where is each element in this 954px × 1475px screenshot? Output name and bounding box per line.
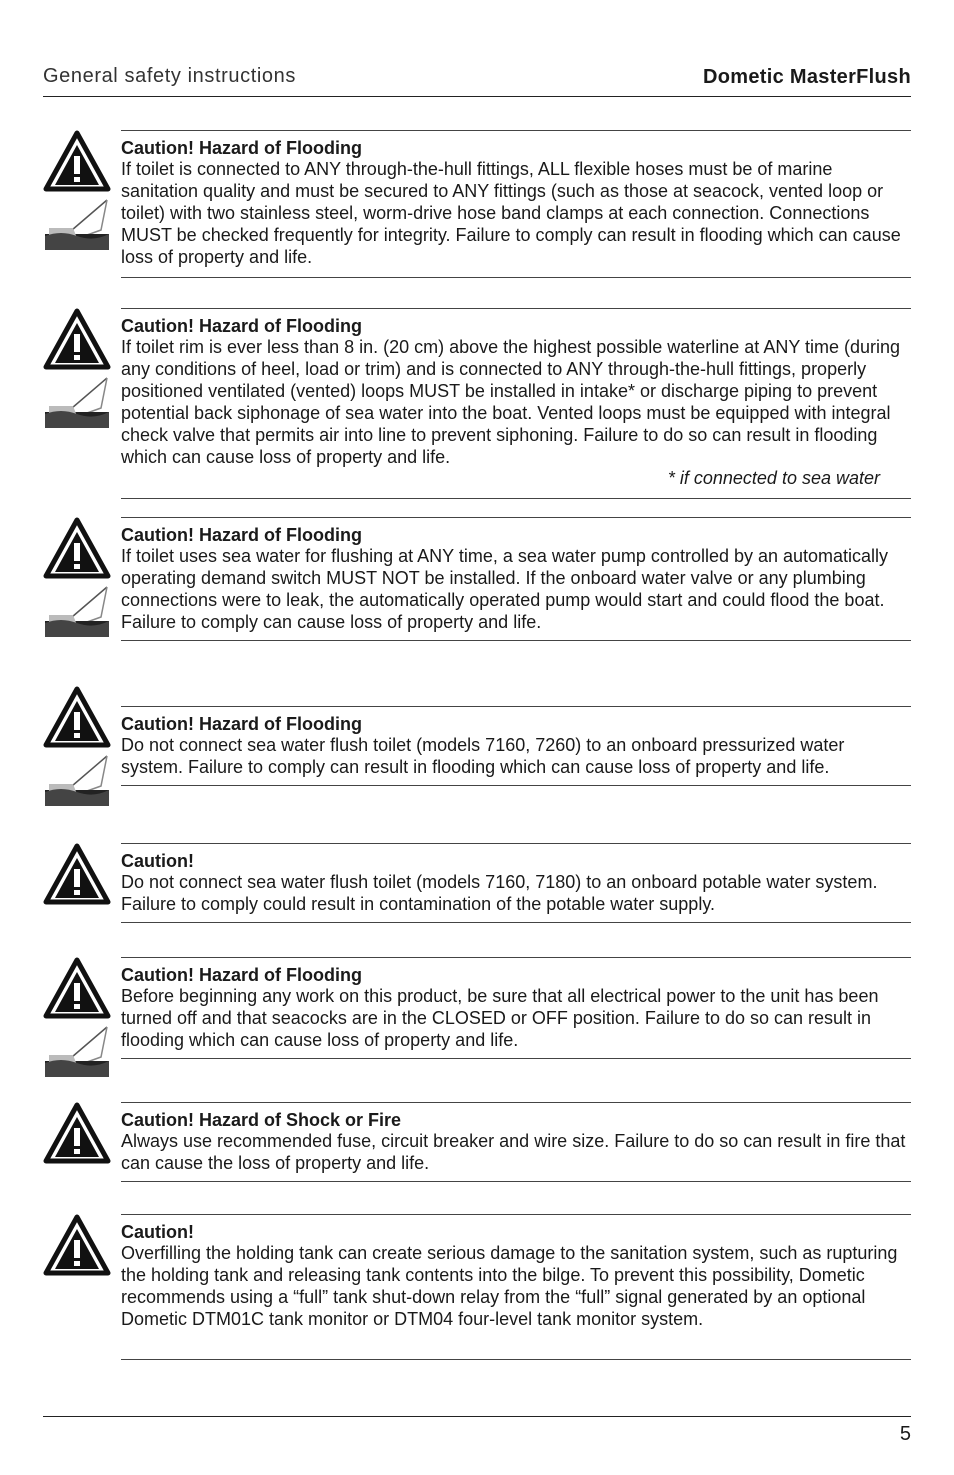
- warning-content: [121, 308, 911, 499]
- warning-content: [121, 130, 911, 278]
- warning-content: [121, 957, 911, 1059]
- warning-body: Do not connect sea water flush toilet (models 7160, 7180) to an onboard potable water system. Failure to comply could result in contamination of the potable water supply.: [121, 872, 878, 914]
- warning-triangle-icon: [43, 686, 111, 748]
- warning-title: Caution! Hazard of Shock or Fire: [121, 1110, 402, 1130]
- warning-body: Do not connect sea water flush toilet (models 7160, 7260) to an onboard pressurized water system. Failure to comply can result in flooding which can cause loss of property and life.: [121, 735, 845, 777]
- warning-title: Caution! Hazard of Flooding: [121, 138, 362, 158]
- flooding-icon: [43, 376, 111, 430]
- warning-body: Before beginning any work on this product, be sure that all electrical power to the unit has been turned off and that seacocks are in the CLOSED or OFF position. Failure to do so can result in flooding which can cause loss of property and life.: [121, 986, 879, 1050]
- warning-title: Caution! Hazard of Flooding: [121, 525, 362, 545]
- warning-body: If toilet is connected to ANY through-the-hull fittings, ALL flexible hoses must be of marine sanitation quality and must be secured to ANY fittings (such as those at seacock, vented loop or toilet) with two stainless steel, worm-drive hose band clamps at each connection. Connections MUST be checked frequently for integrity. Failure to comply can result in flooding which can cause loss of property and life.: [121, 159, 901, 267]
- warning-content: [121, 517, 911, 641]
- flooding-icon: [43, 1025, 111, 1079]
- warning-triangle-icon: [43, 517, 111, 579]
- warning-title: Caution! Hazard of Flooding: [121, 714, 362, 734]
- warning-content: [121, 706, 911, 786]
- flooding-icon: [43, 754, 111, 808]
- warning-icons: [43, 686, 113, 808]
- warning-content: [121, 1214, 911, 1360]
- flooding-icon: [43, 585, 111, 639]
- warning-triangle-icon: [43, 1214, 111, 1276]
- warning-body: If toilet rim is ever less than 8 in. (20 cm) above the highest possible waterline at ANY time (during any conditions of heel, load or trim) and is connected to ANY through-the-hull fittings, properly positioned ventilated (vented) loops MUST be installed in intake* or discharge piping to prevent potential back siphonage of sea water into the boat. Vented loops must be equipped with integral check valve that permits air into line to prevent siphoning. Failure to do so can result in flooding which can cause loss of property and life.: [121, 337, 901, 467]
- warning-title: Caution! Hazard of Flooding: [121, 316, 362, 336]
- warning-triangle-icon: [43, 957, 111, 1019]
- warning-icons: [43, 843, 113, 905]
- page-footer: [43, 1416, 911, 1445]
- warning-icons: [43, 1214, 113, 1276]
- warning-content: [121, 1102, 911, 1182]
- section-title: General safety instructions: [43, 65, 296, 87]
- page-header: [43, 62, 911, 97]
- warning-triangle-icon: [43, 130, 111, 192]
- warning-icons: [43, 130, 113, 252]
- warning-triangle-icon: [43, 843, 111, 905]
- warning-body: Overfilling the holding tank can create serious damage to the sanitation system, such as rupturing the holding tank and releasing tank contents into the bilge. To prevent this possibility, Dometic recommends using a “full” tank shut-down relay from the “full” signal generated by an optional Dometic DTM01C tank monitor or DTM04 four-level tank monitor system.: [121, 1243, 898, 1329]
- warning-body: Always use recommended fuse, circuit breaker and wire size. Failure to do so can result in fire that can cause the loss of property and life.: [121, 1131, 906, 1173]
- warning-triangle-icon: [43, 1102, 111, 1164]
- warning-icons: [43, 957, 113, 1079]
- warning-body: If toilet uses sea water for flushing at ANY time, a sea water pump controlled by an automatically operating demand switch MUST NOT be installed. If the onboard water valve or any plumbing connections were to leak, the automatically operated pump would start and could flood the boat. Failure to comply can cause loss of property and life.: [121, 546, 889, 632]
- warning-title: Caution!: [121, 1222, 194, 1242]
- warning-title: Caution! Hazard of Flooding: [121, 965, 362, 985]
- warning-title: Caution!: [121, 851, 194, 871]
- warning-icons: [43, 517, 113, 639]
- warning-footnote: * if connected to sea water: [667, 468, 880, 488]
- warning-content: [121, 843, 911, 923]
- page-number: 5: [899, 1423, 911, 1445]
- brand-name: Dometic MasterFlush: [703, 66, 911, 88]
- flooding-icon: [43, 198, 111, 252]
- warning-icons: [43, 1102, 113, 1164]
- warning-triangle-icon: [43, 308, 111, 370]
- warning-icons: [43, 308, 113, 430]
